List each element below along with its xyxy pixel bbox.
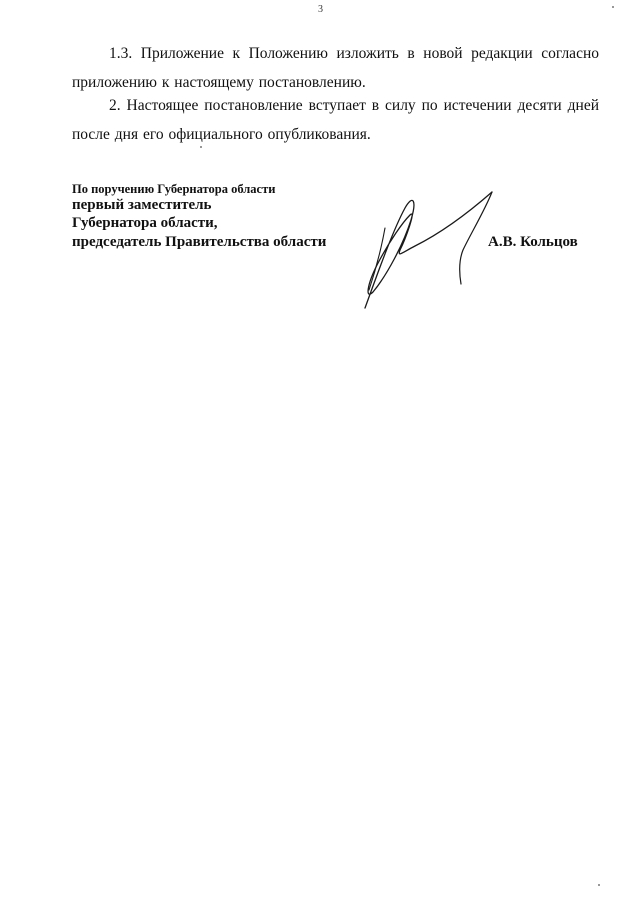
position-line-3: председатель Правительства области xyxy=(72,234,327,250)
paragraph-2: 2. Настоящее постановление вступает в силу по истечении десяти дней после дня его официального опубликования. xyxy=(72,97,599,143)
position-line-2: Губернатора области, xyxy=(72,215,218,231)
on-behalf-line: По поручению Губернатора области xyxy=(72,182,276,196)
scan-speck xyxy=(200,146,202,148)
scan-speck xyxy=(612,6,614,8)
paragraph-1-3: 1.3. Приложение к Положению изложить в новой редакции согласно приложению к настоящему постановлению. xyxy=(72,45,599,91)
position-line-1: первый заместитель xyxy=(72,197,212,213)
scan-speck xyxy=(598,884,600,886)
page-number: 3 xyxy=(318,4,323,15)
signer-name: А.В. Кольцов xyxy=(488,234,578,250)
